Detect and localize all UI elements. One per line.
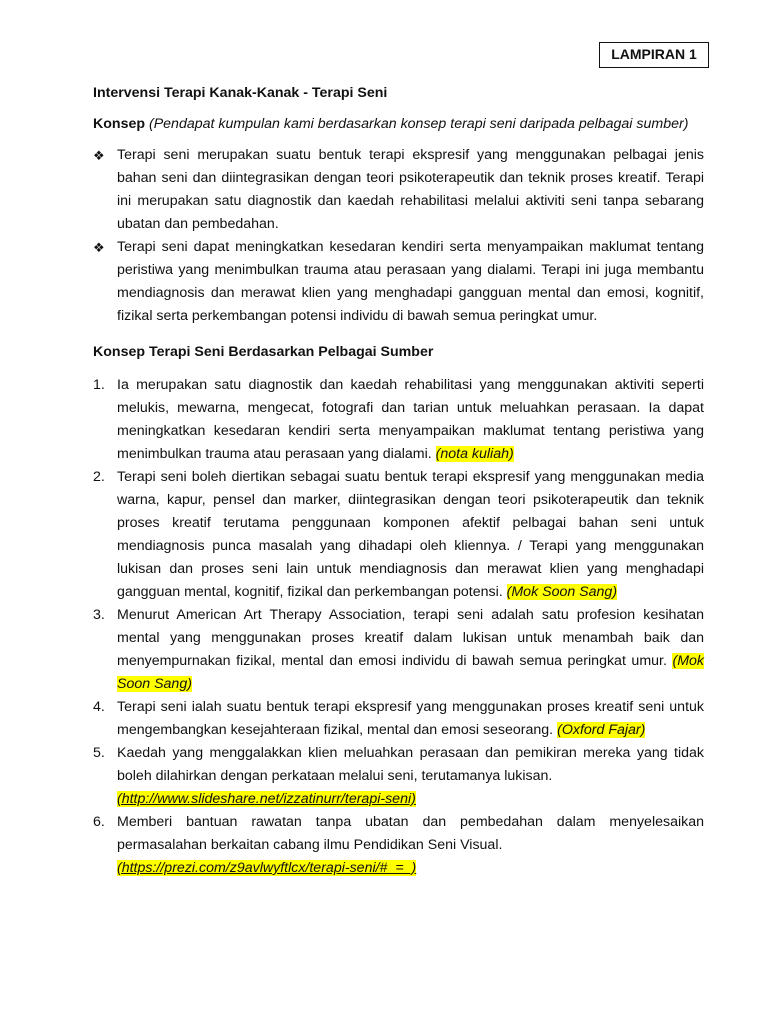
source-item [93,374,704,466]
source-reference: (Mok Soon Sang) [117,653,704,692]
item-number: 4. [93,699,105,715]
source-text: Menurut American Art Therapy Association, terapi seni adalah satu profesion kesihatan mental yang menggunakan proses kreatif dalam lukisan untuk menambah baik dan menyempurnakan fizikal, mental dan emosi individu di bawah semua peringkat umur. [117,607,704,669]
diamond-bullet-icon: ❖ [93,148,105,163]
source-reference: (Oxford Fajar) [557,722,646,738]
konsep-note: (Pendapat kumpulan kami berdasarkan konsep terapi seni daripada pelbagai sumber) [148,116,689,132]
item-number: 3. [93,607,105,623]
document-title: Intervensi Terapi Kanak-Kanak - Terapi Seni [93,85,388,101]
source-item [93,742,704,811]
item-number: 2. [93,469,105,485]
appendix-label-box: LAMPIRAN 1 [599,42,709,68]
source-reference: (Mok Soon Sang) [506,584,618,600]
item-number: 1. [93,377,105,393]
bullet-text: Terapi seni merupakan suatu bentuk terapi ekspresif yang menggunakan pelbagai jenis bahan seni dan diintegrasikan dengan teori psikoterapeutik dan teknik proses kreatif. Terapi ini merupakan satu diagnostik dan kaedah rehabilitasi melalui aktiviti seni tanpa sebarang ubatan dan pembedahan. [117,147,704,232]
item-number: 6. [93,814,105,830]
source-item [93,604,704,696]
source-item [93,696,704,742]
diamond-bullet-icon: ❖ [93,240,105,255]
source-item [93,466,704,604]
concept-bullet-list [93,144,704,328]
bullet-item [93,236,704,328]
source-text: Kaedah yang menggalakkan klien meluahkan perasaan dan pemikiran mereka yang tidak boleh dilahirkan dengan perkataan melalui seni, terutamanya lukisan. [117,745,704,784]
source-text: Terapi seni ialah suatu bentuk terapi ekspresif yang menggunakan proses kreatif seni untuk mengembangkan kesejahteraan fizikal, mental dan emosi seseorang. [117,699,704,738]
source-item [93,811,704,880]
source-text: Ia merupakan satu diagnostik dan kaedah rehabilitasi yang menggunakan aktiviti seperti melukis, mewarna, mengecat, fotografi dan tarian untuk meluahkan perasaan. Ia dapat meningkatkan kesedaran kendiri serta menyampaikan maklumat tentang peristiwa yang menimbulkan trauma atau perasaan yang dialami. [117,377,704,462]
sources-list [93,374,704,880]
bullet-text: Terapi seni dapat meningkatkan kesedaran kendiri serta menyampaikan maklumat tentang peristiwa yang menimbulkan trauma atau perasaan yang dialami. Terapi ini juga membantu mendiagnosis dan merawat klien yang menghadapi gangguan mental dan emosi, kognitif, fizikal serta perkembangan potensi individu di bawah semua peringkat umur. [117,239,704,324]
bullet-item [93,144,704,236]
source-text: Memberi bantuan rawatan tanpa ubatan dan pembedahan dalam menyelesaikan permasalahan berkaitan cabang ilmu Pendidikan Seni Visual. [117,814,704,853]
konsep-line [93,113,688,136]
konsep-label: Konsep [93,116,146,132]
section-subtitle: Konsep Terapi Seni Berdasarkan Pelbagai Sumber [93,344,434,360]
source-text: Terapi seni boleh diertikan sebagai suatu bentuk terapi ekspresif yang menggunakan media warna, kapur, pensel dan marker, diintegrasikan dengan teori psikoterapeutik dan teknik proses kreatif terutama penggunaan komponen afektif pelbagai bahan seni untuk mendiagnosis punca masalah yang dihadapi oleh kliennya. / Terapi yang menggunakan lukisan dan proses seni lain untuk mendiagnosis dan merawat klien yang menghadapi gangguan mental, kognitif, fizikal dan perkembangan potensi. [117,469,704,600]
source-link[interactable]: (https://prezi.com/z9avlwyftlcx/terapi-seni/#_=_) [117,860,417,876]
source-reference: (nota kuliah) [435,446,514,462]
item-number: 5. [93,745,105,761]
source-link[interactable]: (http://www.slideshare.net/izzatinurr/terapi-seni) [117,791,416,807]
